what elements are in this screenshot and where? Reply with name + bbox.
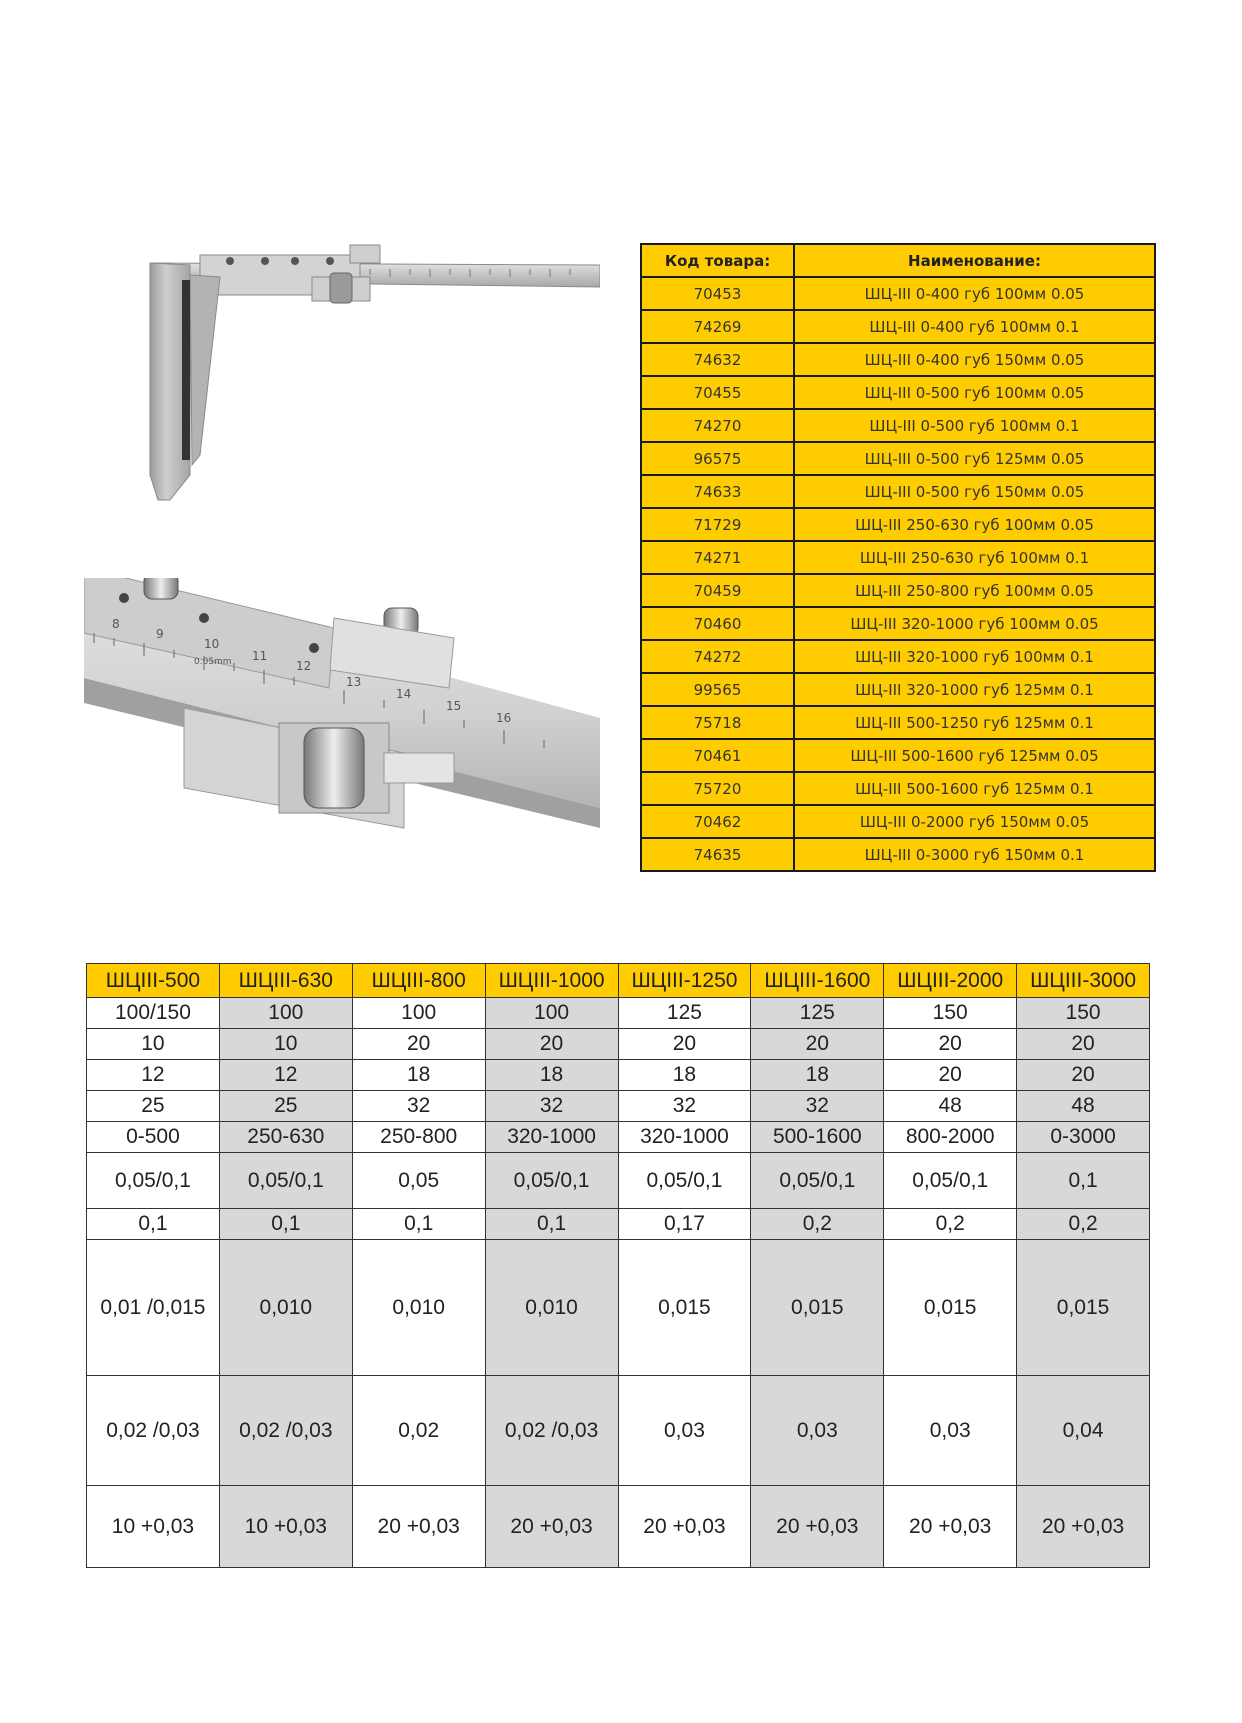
spec-cell: 0,05/0,1 [87,1153,220,1209]
caliper-photo-closeup [84,578,600,888]
spec-cell: 0-500 [87,1122,220,1153]
product-name-cell: ШЦ-III 0-400 губ 150мм 0.05 [794,343,1155,376]
spec-cell: 25 [87,1091,220,1122]
spec-cell: 32 [751,1091,884,1122]
spec-cell: 0,01 /0,015 [87,1240,220,1376]
product-code-cell: 74270 [641,409,794,442]
spec-cell: 0,03 [751,1376,884,1486]
spec-row [87,1376,1150,1486]
product-name-header: Наименование: [794,244,1155,277]
model-header-cell: ШЦIII-1250 [618,964,751,998]
spec-cell: 20 +0,03 [751,1486,884,1568]
spec-cell: 0,05/0,1 [618,1153,751,1209]
spec-cell: 20 +0,03 [352,1486,485,1568]
model-header-cell: ШЦIII-500 [87,964,220,998]
product-row [641,376,1155,409]
spec-cell: 125 [618,998,751,1029]
spec-cell: 0,05 [352,1153,485,1209]
product-row [641,640,1155,673]
product-code-cell: 75718 [641,706,794,739]
spec-cell: 0,2 [884,1209,1017,1240]
product-code-cell: 74269 [641,310,794,343]
spec-cell: 0,05/0,1 [485,1153,618,1209]
scale-number: 13 [346,675,362,689]
spec-cell: 18 [751,1060,884,1091]
scale-number: 15 [446,699,462,713]
product-row [641,772,1155,805]
spec-cell: 0-3000 [1017,1122,1150,1153]
spec-cell: 32 [352,1091,485,1122]
product-code-header: Код товара: [641,244,794,277]
model-header-cell: ШЦIII-2000 [884,964,1017,998]
product-code-cell: 74633 [641,475,794,508]
spec-cell: 125 [751,998,884,1029]
product-row [641,574,1155,607]
product-row [641,739,1155,772]
spec-cell: 0,1 [1017,1153,1150,1209]
spec-cell: 32 [618,1091,751,1122]
product-name-cell: ШЦ-III 0-2000 губ 150мм 0.05 [794,805,1155,838]
specification-table [86,963,1150,1568]
model-header-cell: ШЦIII-3000 [1017,964,1150,998]
product-name-cell: ШЦ-III 500-1600 губ 125мм 0.1 [794,772,1155,805]
spec-cell: 32 [485,1091,618,1122]
product-name-cell: ШЦ-III 250-630 губ 100мм 0.1 [794,541,1155,574]
product-code-cell: 75720 [641,772,794,805]
spec-cell: 320-1000 [485,1122,618,1153]
product-row [641,310,1155,343]
scale-number: 14 [396,687,412,701]
spec-cell: 0,05/0,1 [751,1153,884,1209]
product-name-cell: ШЦ-III 0-500 губ 100мм 0.1 [794,409,1155,442]
spec-cell: 12 [219,1060,352,1091]
spec-cell: 0,04 [1017,1376,1150,1486]
spec-cell: 250-630 [219,1122,352,1153]
spec-cell: 0,1 [352,1209,485,1240]
spec-cell: 0,02 [352,1376,485,1486]
product-code-cell: 70455 [641,376,794,409]
product-code-cell: 99565 [641,673,794,706]
product-row [641,277,1155,310]
scale-number: 16 [496,711,512,725]
product-row [641,475,1155,508]
spec-cell: 320-1000 [618,1122,751,1153]
product-name-cell: ШЦ-III 320-1000 губ 100мм 0.1 [794,640,1155,673]
spec-cell: 100/150 [87,998,220,1029]
scale-number: 11 [252,649,268,663]
spec-cell: 0,02 /0,03 [219,1376,352,1486]
model-header-cell: ШЦIII-630 [219,964,352,998]
product-code-table [640,243,1156,872]
scale-number: 9 [156,627,164,641]
model-header-cell: ШЦIII-1600 [751,964,884,998]
spec-cell: 48 [884,1091,1017,1122]
product-code-cell: 70453 [641,277,794,310]
spec-cell: 48 [1017,1091,1150,1122]
product-code-cell: 70460 [641,607,794,640]
spec-cell: 0,03 [618,1376,751,1486]
spec-cell: 20 [618,1029,751,1060]
spec-cell: 250-800 [352,1122,485,1153]
spec-cell: 0,010 [485,1240,618,1376]
spec-cell: 0,03 [884,1376,1017,1486]
product-row [641,343,1155,376]
spec-cell: 10 +0,03 [87,1486,220,1568]
product-code-cell: 71729 [641,508,794,541]
product-row [641,607,1155,640]
spec-cell: 0,010 [219,1240,352,1376]
spec-cell: 10 [87,1029,220,1060]
product-code-cell: 74635 [641,838,794,871]
product-name-cell: ШЦ-III 0-400 губ 100мм 0.05 [794,277,1155,310]
spec-cell: 100 [485,998,618,1029]
spec-row [87,1122,1150,1153]
spec-cell: 0,05/0,1 [219,1153,352,1209]
product-code-cell: 74272 [641,640,794,673]
spec-cell: 0,05/0,1 [884,1153,1017,1209]
scale-number: 12 [296,659,312,673]
spec-cell: 20 [352,1029,485,1060]
product-row [641,541,1155,574]
spec-cell: 0,015 [618,1240,751,1376]
spec-cell: 0,010 [352,1240,485,1376]
spec-cell: 150 [884,998,1017,1029]
product-row [641,838,1155,871]
spec-cell: 20 [485,1029,618,1060]
product-code-cell: 70462 [641,805,794,838]
spec-cell: 0,1 [219,1209,352,1240]
spec-cell: 0,17 [618,1209,751,1240]
spec-cell: 100 [352,998,485,1029]
spec-cell: 0,02 /0,03 [485,1376,618,1486]
spec-cell: 0,2 [751,1209,884,1240]
product-code-cell: 70461 [641,739,794,772]
spec-row [87,1091,1150,1122]
spec-row [87,1209,1150,1240]
product-name-cell: ШЦ-III 250-630 губ 100мм 0.05 [794,508,1155,541]
model-header-cell: ШЦIII-800 [352,964,485,998]
spec-cell: 18 [618,1060,751,1091]
spec-row [87,1153,1150,1209]
scale-number: 8 [112,617,120,631]
spec-cell: 0,1 [485,1209,618,1240]
scale-number: 10 [204,637,220,651]
vernier-label: 0.05mm [194,657,232,667]
spec-row [87,998,1150,1029]
spec-row [87,1060,1150,1091]
product-code-cell: 74271 [641,541,794,574]
product-code-cell: 70459 [641,574,794,607]
spec-cell: 100 [219,998,352,1029]
spec-cell: 150 [1017,998,1150,1029]
product-code-cell: 96575 [641,442,794,475]
spec-cell: 20 [884,1029,1017,1060]
product-code-cell: 74632 [641,343,794,376]
spec-row [87,1486,1150,1568]
spec-cell: 500-1600 [751,1122,884,1153]
spec-cell: 20 [751,1029,884,1060]
spec-row [87,1240,1150,1376]
spec-cell: 10 +0,03 [219,1486,352,1568]
product-row [641,706,1155,739]
spec-cell: 0,015 [1017,1240,1150,1376]
spec-cell: 20 [1017,1029,1150,1060]
product-name-cell: ШЦ-III 250-800 губ 100мм 0.05 [794,574,1155,607]
spec-cell: 18 [485,1060,618,1091]
spec-cell: 20 [884,1060,1017,1091]
spec-row [87,1029,1150,1060]
product-row [641,805,1155,838]
product-row [641,673,1155,706]
product-name-cell: ШЦ-III 0-500 губ 150мм 0.05 [794,475,1155,508]
spec-cell: 0,1 [87,1209,220,1240]
product-name-cell: ШЦ-III 500-1600 губ 125мм 0.05 [794,739,1155,772]
product-name-cell: ШЦ-III 0-400 губ 100мм 0.1 [794,310,1155,343]
model-header-cell: ШЦIII-1000 [485,964,618,998]
product-name-cell: ШЦ-III 0-3000 губ 150мм 0.1 [794,838,1155,871]
product-name-cell: ШЦ-III 320-1000 губ 100мм 0.05 [794,607,1155,640]
caliper-photo-overview [90,235,600,545]
spec-cell: 0,2 [1017,1209,1150,1240]
spec-cell: 12 [87,1060,220,1091]
product-name-cell: ШЦ-III 0-500 губ 125мм 0.05 [794,442,1155,475]
spec-cell: 20 +0,03 [884,1486,1017,1568]
spec-cell: 0,02 /0,03 [87,1376,220,1486]
product-row [641,442,1155,475]
spec-cell: 10 [219,1029,352,1060]
product-row [641,508,1155,541]
product-name-cell: ШЦ-III 0-500 губ 100мм 0.05 [794,376,1155,409]
spec-cell: 800-2000 [884,1122,1017,1153]
spec-cell: 0,015 [751,1240,884,1376]
spec-cell: 25 [219,1091,352,1122]
spec-cell: 20 [1017,1060,1150,1091]
product-row [641,409,1155,442]
spec-cell: 20 +0,03 [618,1486,751,1568]
spec-cell: 20 +0,03 [1017,1486,1150,1568]
product-name-cell: ШЦ-III 500-1250 губ 125мм 0.1 [794,706,1155,739]
spec-cell: 0,015 [884,1240,1017,1376]
product-name-cell: ШЦ-III 320-1000 губ 125мм 0.1 [794,673,1155,706]
spec-cell: 20 +0,03 [485,1486,618,1568]
spec-cell: 18 [352,1060,485,1091]
